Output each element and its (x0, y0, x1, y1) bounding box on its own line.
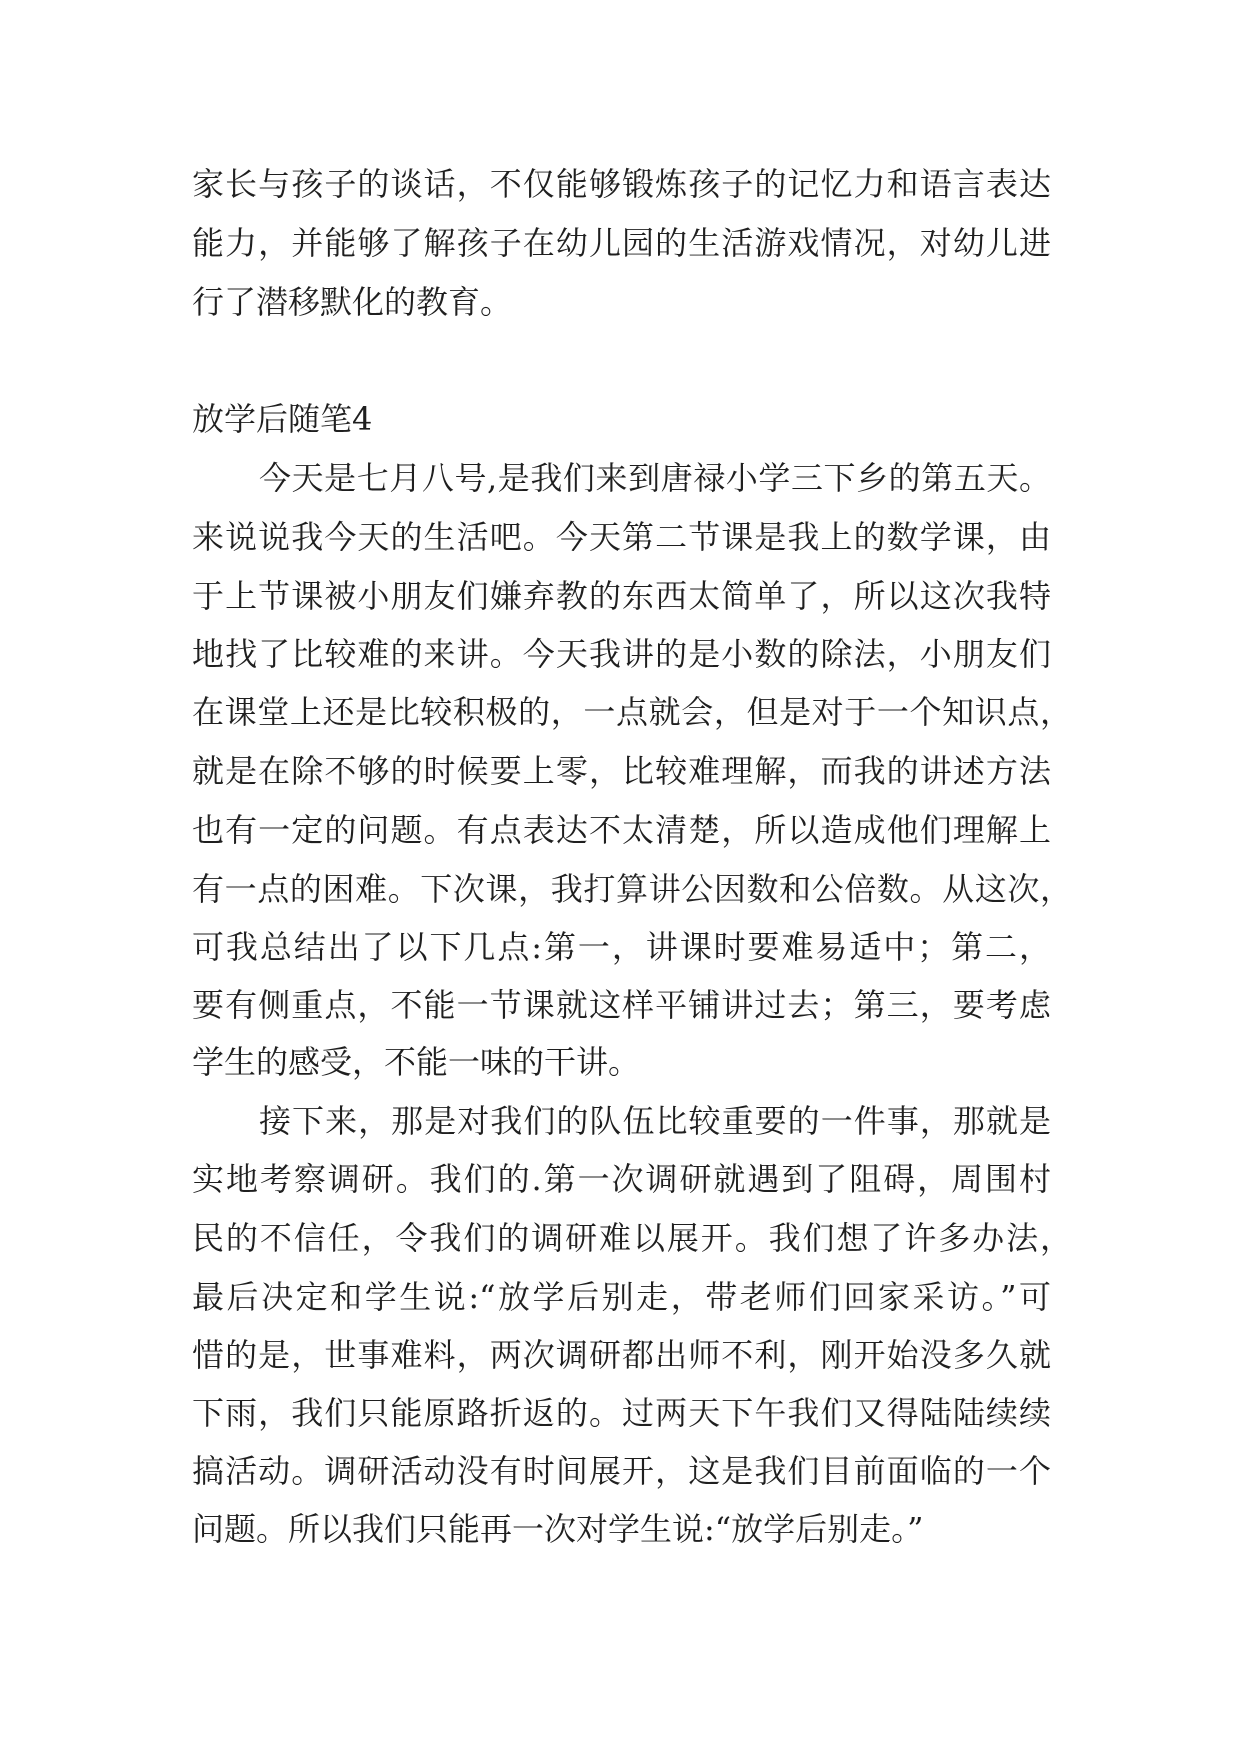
text-line: 下雨，我们只能原路折返的。过两天下午我们又得陆陆续续 (192, 1394, 1051, 1432)
text-line: 能力，并能够了解孩子在幼儿园的生活游戏情况，对幼儿进 (192, 224, 1051, 262)
text-line: 在课堂上还是比较积极的，一点就会，但是对于一个知识点， (192, 693, 1072, 731)
text-line: 家长与孩子的谈话，不仅能够锻炼孩子的记忆力和语言表达 (192, 165, 1051, 203)
text-line: 于上节课被小朋友们嫌弃教的东西太简单了，所以这次我特 (192, 577, 1051, 615)
text-line: 有一点的困难。下次课，我打算讲公因数和公倍数。从这次， (192, 870, 1072, 908)
text-line: 来说说我今天的生活吧。今天第二节课是我上的数学课，由 (192, 518, 1051, 556)
section-heading: 放学后随笔4 (192, 400, 373, 438)
text-line: 接下来，那是对我们的队伍比较重要的一件事，那就是 (259, 1102, 1051, 1140)
text-line: 问题。所以我们只能再一次对学生说:“放学后别走。” (192, 1510, 924, 1548)
text-line: 最后决定和学生说:“放学后别走，带老师们回家采访。”可 (192, 1278, 1051, 1316)
text-line: 今天是七月八号,是我们来到唐禄小学三下乡的第五天。 (259, 459, 1051, 497)
text-line: 搞活动。调研活动没有时间展开，这是我们目前面临的一个 (192, 1452, 1051, 1490)
text-line: 惜的是，世事难料，两次调研都出师不利，刚开始没多久就 (192, 1336, 1051, 1374)
text-line: 行了潜移默化的教育。 (192, 283, 513, 321)
text-line: 民的不信任，令我们的调研难以展开。我们想了许多办法， (192, 1219, 1072, 1257)
text-line: 学生的感受，不能一味的干讲。 (192, 1043, 641, 1081)
text-line: 可我总结出了以下几点:第一，讲课时要难易适中；第二， (192, 928, 1051, 966)
text-line: 地找了比较难的来讲。今天我讲的是小数的除法，小朋友们 (192, 635, 1051, 673)
text-line: 也有一定的问题。有点表达不太清楚，所以造成他们理解上 (192, 811, 1051, 849)
text-line: 就是在除不够的时候要上零，比较难理解，而我的讲述方法 (192, 752, 1051, 790)
text-line: 实地考察调研。我们的.第一次调研就遇到了阻碍，周围村 (192, 1160, 1051, 1198)
text-line: 要有侧重点，不能一节课就这样平铺讲过去；第三，要考虑 (192, 986, 1051, 1024)
